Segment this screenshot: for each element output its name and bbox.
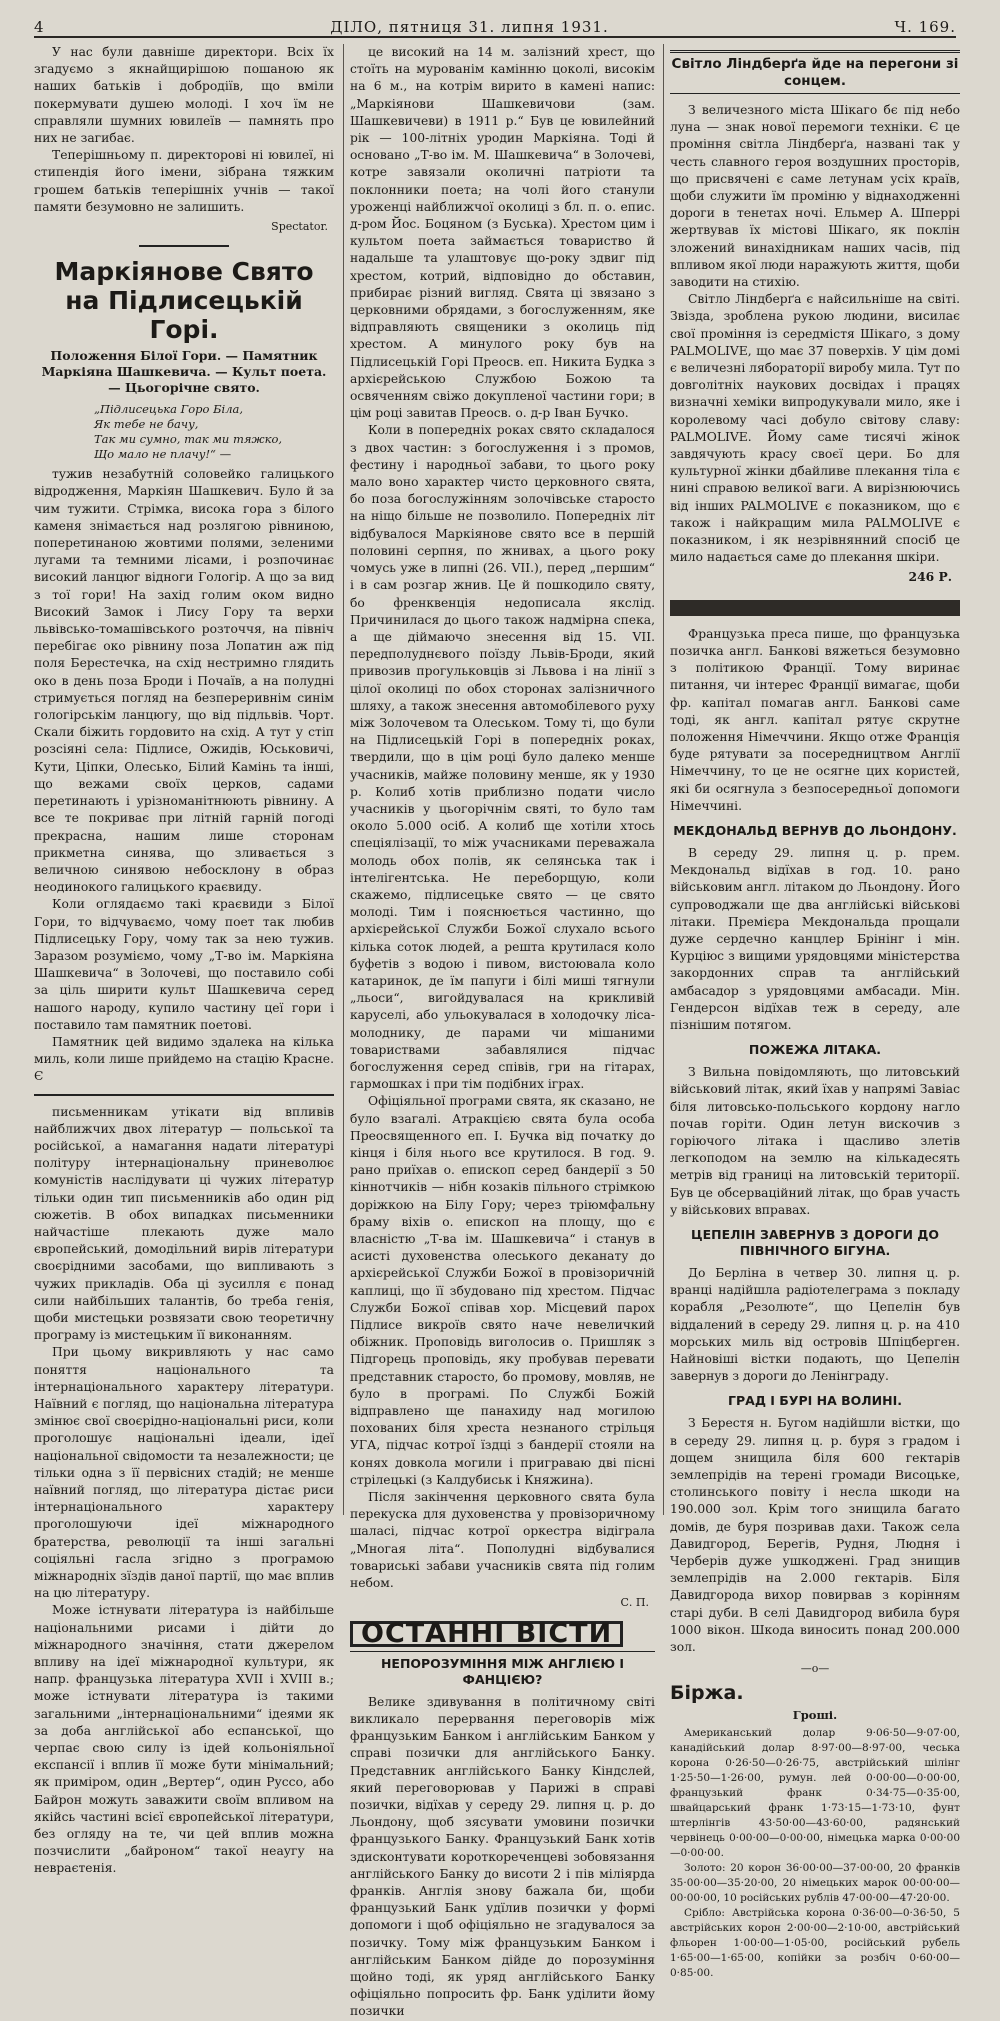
exchange-money: Американський долар 9·06·50—9·07·00, канадійський долар 8·97·00—8·97·00, чеська корона 0·26·50—0·26·75, австрійський шілінг 1·25·50—1·26·00, румун. лей 0·00·00—0·00·00, французький франк 0·34·75—0·35·00, швайцарський франк 1·73·15—1·73·10, фунт штерлінгів 43·50·00—43·60·00, радянський червінець 0·00·00—0·00·00, німецька марка 0·00·00—0·00·00. xyxy=(670,1726,960,1859)
news-paragraph: До Берліна в четвер 30. липня ц. р. вранці надійшла радіотелеграма з покладу корабля „Резолюте“, що Цепелін був віддалений в середу 29. липня ц. р. на 410 морських миль від островів Шпіцберген. Найновіші вістки подають, що Цепелін завернув з дороги до Ленінграду. xyxy=(670,1265,960,1384)
feature-paragraph: Памятник цей видимо здалека на кілька миль, коли лише прийдемо на стацію Красне. Є xyxy=(34,1034,334,1084)
black-rule xyxy=(670,600,960,616)
column-middle xyxy=(350,44,655,2019)
news-title: ГРАД І БУРІ НА ВОЛИНІ. xyxy=(728,1393,902,1409)
news-paragraph: Французька преса пише, що французька позичка англ. Банкові вяжеться безумовно з політикою Франції. Тому виринає питання, чи інтерес Франції вимагає, щоби фр. капітал помагав англ. Банкові саме тоді, як англ. капітал рятує скрутне положення Німеччини. Якщо отже Франція буде рятувати за посередництвом Англії Німеччину, то це не осягне цих користей, які би осягнула з безпосередньої допомоги Німеччині. xyxy=(670,626,960,813)
page-number: 4 xyxy=(34,18,45,36)
ad-paragraph: З величезного міста Шікаго бє під небо луна — знак нової перемоги техніки. Є це проміння світла Ліндберґа, названі так у честь славного героя воздушних просторів, що присвячені є саме летунам усіх країв, щоби служити їм проміню у віднаходженні дороги в тенетах ночі. Ельмер А. Шперрі жертвував їх містові Шікаго, як поклін зложений винахідникам наших часів, під впливом якої люди наражують життя, щоби заводити на стихію. xyxy=(670,103,960,290)
separator: —о— xyxy=(800,1662,830,1676)
column-divider xyxy=(663,44,664,1515)
news-paragraph: З Берестя н. Бугом надійшли вістки, що в середу 29. липня ц. р. буря з градом і дощем знищила біля 600 гектарів землепрідів на терені громади Висоцьке, столинського повіту і несла шкоди на 190.000 зол. Крім того знищила багато домів, де буря позривав дахи. Також села Давидгород, Берегів, Рудня, Людня і Черберів дуже ушкоджені. Град знищив землепрідів на 2.000 гектарів. Біля Давидгорода вихор повирвав з корінням старі дуби. В селі Давидгород вибила буря 1000 вікон. Шкода виносить понад 200.000 зол. xyxy=(670,1416,960,1655)
news-title: ЦЕПЕЛІН ЗАВЕРНУВ З ДОРОГИ ДО ПІВНІЧНОГО БІГУНА. xyxy=(690,1226,940,1258)
feature-deck: Положення Білої Гори. — Памятник Маркіяна Шашкевича. — Культ поета. — Цьогорічне свято. xyxy=(41,348,327,396)
issue-number: Ч. 169. xyxy=(894,18,956,36)
page-header xyxy=(34,10,956,38)
feature-paragraph: це високий на 14 м. залізний хрест, що стоїть на мурованім камінню цоколі, високім на 6 м., на котрім вирито в камені напис: „Маркіянови Шашкевичови (зам. Шашкевичеви) в 1911 р.“ Був це ювилейний рік — 100-літніх уродин Маркіяна. Тоді й основано „Т-во ім. М. Шашкевича“ в Золочеві, котре завязали околичні патріоти та поклонники поета; на чолі його станули уроженці найближчої околиці з бл. п. о. епис. д-ром Йос. Боцяном (з Буська). Хрестом цим і культом поета займається товариство й надальше та улаштовує що-року здвиг під хрестом, котрий, відповідно до обставин, прибирає різний вигляд. Свята ці звязано з церковними обрядами, з богослуженням, яке відправляють священики з околиць під хрестом. А минулого року був на Підлисецькій Горі Преосв. еп. Никита Будка з архієрейською Службою Божою та освяченням свіжо докупленої частини гори; в цім році завитав Преосв. о. д-р Іван Бучко. xyxy=(350,45,655,421)
signature: Spectator. xyxy=(271,220,328,234)
column-divider xyxy=(343,44,344,1515)
signature: С. П. xyxy=(620,1596,649,1610)
feature-title: Маркіянове Свято на Підлисецькій Горі. xyxy=(54,257,314,345)
exchange-title: Біржа. xyxy=(670,1682,744,1705)
news-title: НЕПОРОЗУМІННЯ МІЖ АНГЛІЄЮ І ФАНЦІЄЮ? xyxy=(350,1651,655,1688)
poem-line: Як тебе не бачу, xyxy=(94,417,199,432)
masthead: ДІЛО, пятниця 31. липня 1931. xyxy=(330,18,609,36)
intro-paragraph: Теперішньому п. директорові ні ювилеї, ні стипендія його імени, зібрана тяжким грошем батьків теперішніх учнів — такої памяти безумовно не залишить. xyxy=(34,148,334,214)
divider xyxy=(139,245,229,247)
poem-line: Що мало не плачу!“ — xyxy=(94,447,232,462)
news-paragraph: В середу 29. липня ц. р. прем. Мекдональд відїхав в год. 10. рано військовим англ. літаком до Льондону. Його супроводжали ще два англійські військові літаки. Премієра Мекдональда прощали дуже сердечно канцлер Брінінг і мін. Курціюс з вищими урядовцями міністерства закордонних справ та англійський амбасадор з урядовцями амбасади. Мін. Гендерсон відїхав теж в середу, але пізнішим потягом. xyxy=(670,845,960,1032)
feature-paragraph: Коли оглядаємо такі краєвиди з Білої Гори, то відчуваємо, чому поет так любив Підлисецьку Гору, чому так за нею тужив. Заразом розуміємо, чому „Т-во ім. Маркіяна Шашкевича“ в Золочеві, що поставило собі за ціль ширити культ Шашкевича серед нашого народу, купило частину цеї гори і поставило там памятник поетові. xyxy=(34,897,334,1032)
divider xyxy=(34,1094,334,1096)
feature-paragraph: тужив незабутній соловейко галицького відродження, Маркіян Шашкевич. Було й за чим тужити. Стрімка, висока гора з білого каменя знімається над розлягою рівниною, поперетинаною жовтими полями, зеленими лугами та темними лісами, і розпочинає високий ланцюг відноги Гологір. А що за вид з тої гори! На захід голим оком видно Високий Замок і Лису Гору та верхи львівсько-томашівського розточчя, на північ перебігає око рівнину поза Лопатин аж під поля Берестечка, на схід нестримно глядить око в день поза Броди і Почаїв, а на полудні стримується погляд на безпереривнім синім гологірськім ланцюгу, що від підльвів. Чорт. Скали біжить гордовито на схід. А тут у стіп розсіяні села: Підлисе, Ожидів, Юськовичі, Кути, Ціпки, Олесько, Білий Камінь та інші, що вежами своїх церков, садами перетинають і урізноманітнюють рівнину. А все те покриває при літній гарній погоді прекрасна, нашим лише сторонам прикметна синява, що зливається з величною синявою небосклону в образ неодинокого галицького краєвиду. xyxy=(34,467,334,895)
exchange-rates xyxy=(670,1726,960,1981)
poem-line: „Підлисецька Горо Біла, xyxy=(94,402,244,417)
column-left xyxy=(34,44,334,1876)
news-title: ПОЖЕЖА ЛІТАКА. xyxy=(748,1042,882,1058)
news-paragraph: Велике здивування в політичному світі викликало перервання переговорів між французьким Банком і англійським Банком у справі позички для англійського Банку. Представник англійського Банку Кіндслей, який переговорював у Парижі в справі позички, відїхав у середу 29. липня ц. р. до Льондону, щоб зясувати умовини позички французького Банку. Французький Банк хотів здисконтувати короткореченцеві зобовязання англійського Банку до висоти 2 і пів міліярда франків. Англія знову бажала би, щоби французький Банк удїлив позички у формі допомоги і щоб офіціяльно не згадувалося за позичку. Тому між французьким Банком і англійським Банком дійде до порозуміння щойно тоді, як уряд англійського Банку офіціяльно попросить фр. Банк уділити йому позички xyxy=(350,1694,655,2019)
feature-paragraph: Після закінчення церковного свята була перекуска для духовенства у провізоричному шаласі, підчас котрої оркестра відіграла „Многая літа“. Пополудні відбувалися товариські забави учасників свята під голим небом. xyxy=(350,1490,655,1591)
ad-title: Світло Ліндберґа йде на перегони зі сонцем. xyxy=(670,50,960,94)
news-title: МЕКДОНАЛЬД ВЕРНУВ ДО ЛЬОНДОНУ. xyxy=(673,822,957,838)
ad-code: 246 Р. xyxy=(908,569,952,585)
exchange-money-title: Гроші. xyxy=(792,1707,838,1722)
poem-line: Так ми сумно, так ми тяжко, xyxy=(94,432,283,447)
intro-paragraph: У нас були давніше директори. Всіх їх згадуємо з якнайщирішою пошаною як наших батьків і добродіїв, що вміли покермувати душею молоді. І хоч їм не справляли шумних ювилеїв — памнять про них не загибає. xyxy=(34,45,334,146)
feature-paragraph: Офіціяльної програми свята, як сказано, не було взагалі. Атракцією свята була особа Преосвященного еп. І. Бучка від початку до кінця і біля нього все крутилося. В год. 9. рано приїхав о. епископ серед бандерії з 50 кіннотчиків — нібн козаків пільного стрімкою доріжкою на Білу Гору; через тріюмфальну браму віхів о. епископ на площу, що є власністю „Т-ва ім. Шашкевича“ і станув в асисті духовенства олеського деканату до архієрейської Служби Божої в провізоричній каплиці, що її збудовано під хрестом. Підчас Служби Божої співав хор. Місцевий парох Підлисе викроїв свято наче невеличкий обіжник. Проповідь виголосив о. Пришляк з Підгорець проповідь, яку пробував перевати представник старосто, бо промову, мовляв, не було в програмі. По Службі Божій відправлено ще панахиду над могилою похованих біля хреста незнаного стрільця УГА, підчас котрої їздці з бандерії стояли на конях довкола могили і приграваю дві пісні стрілецькі (з Калдубиськ і Княжина). xyxy=(350,1094,655,1487)
poem xyxy=(94,402,334,462)
continuation-paragraph: Може істнувати література із найбільше національними рисами і дійти до міжнародного значіння, стати джерелом впливу на ідеї міжнародної культури, як напр. французька література XVII і XVIII в.; може істнувати література із такими загальними „інтернаціональними“ ідеями як за доба англійської або еспанської, що черпає свою силу із ідей кольоніяльної експансії і вплив її може бути мінімальний; як приміром, один „Вертер“, один Руссо, або Байрон можуть заважити своїм впливом на якійсь частині всієї європейської літератури, без огляду на те, чи цей вплив можна позчислити „байроном“ такої неаугу на невраєтенія. xyxy=(34,1603,334,1876)
ad-paragraph: Світло Ліндберґа є найсильніше на світі. Звізда, зроблена рукою людини, висилає свої проміння із середмістя Шікаго, з дому PALMOLIVE, що має 37 поверхів. У цім домі є величезні лябораторії виробу мила. Тут по довголітніх наукових досвідах і працях визначні хеміки випродукували мило, яке і королевому часі добуло світову славу: PALMOLIVE. Йому саме тисячі жінок завдячують красу своєї цери. Бо для культурної жінки дбайливе плекання тіла є нині справою великої ваги. А вирізнюючись від інших PALMOLIVE є показником, що є також і найкращим мила PALMOLIVE є показником, і як незрівнянний спосіб це мило надається саме до плекання шкіри. xyxy=(670,292,960,565)
feature-paragraph: Коли в попередніх роках свято складалося з двох частин: з богослуження і з промов, фестину і народньої забави, то цього року мало воно характер чисто церковного свята, бо поза богослужінням золочівське старосто на ніщо більше не позволило. Попередніх літ відбувалося Маркіянове свято все в першій половині серпня, по жнивах, а цього року чомусь уже в липні (26. VII.), перед „першим“ і в сам розгар жнив. Це й пошкодило святу, бо френквенція недописала якслід. Причинилася до цього також надмірна спека, а ще діймаючо знесення від 15. VII. передполуднєвого поїзду Львів-Броди, який привозив прогульковців зі Львова і на лінії з цілої околиці по обох сторонах залізничного шляху, а також знесення автомобілевого руху між Золочевом та Олеськом. Тому ті, що були на Підлисецькій Горі в попередніх роках, твердили, що в цім році було далеко менше учасників, майже половину менше, як у 1930 р. Колиб хотів приблизно подати число учасників у цьогорічнім святі, то було там около 5.000 осіб. А колиб ще хотіли хтось спеціялізації, то між учасниками переважала молодь обох полів, як селянська так і інтелігентська. Не переборщую, коли скажемо, підлисецьке свято — це свято молоді. Тим і пояснюється частинно, що архієрейської Служби Божої слухало всього кілька соток людей, а решта крутилася коло буфетів з водою і пивом, вистоювала коло катаринок, де їм папуги і білі миші тягнули „льоси“, вигойдувалася на крикливій каруселі, або ульокувалася в холодочку ліса-молоднику, де парами чи мішаними товариствами забавлялися підчас богослуження серед співів, гри на гітарах, гармошках і при тім подібних іграх. xyxy=(350,423,655,1092)
exchange-silver: Срібло: Австрійська корона 0·36·00—0·36·50, 5 австрійських корон 2·00·00—2·10·00, австрійський фльорен 1·00·00—1·05·00, російський рубель 1·65·00—1·65·00, копійки за розбіч 0·60·00—0·85·00. xyxy=(670,1906,960,1979)
continuation-paragraph: При цьому викривляють у нас само поняття національного та інтернаціонального характеру літератури. Наївний є погляд, що національна література змінює свої своєрідно-національні риси, коли проголошує національні ідеали, ідеї національної свідомости та незалежности; це тільки одна з її первісних стадій; не менше наївний погляд, що література дістає риси інтернаціонального характеру проголошуючи ідеї міжнародного братерства, революції та інші загальні соціяльні гасла згідно з програмою міжнародніх зїздів даної партії, що має вплив на цю літературу. xyxy=(34,1345,334,1601)
latest-news-title: ОСТАННІ ВІСТИ xyxy=(350,1621,623,1646)
column-right xyxy=(670,44,960,1979)
continuation-paragraph: письменникам утікати від впливів найближчих двох літератур — польської та російської, а намагання надати літературі політуру інтернаціональну приневолює комуністів наслідувати ці чужих літератур тільки один тип письменників або один рід сюжетів. В обох випадках письменники найчастіше плекають дуже мало європейський, домодільний вирів літератури своєрідними засобами, що випливають з чужих прикладів. Оба ці зусилля є понад сили найбільших талантів, бо треба генія, щоби мистецьки розвязати свою теоретичну програму із мистецьким її виконанням. xyxy=(34,1104,334,1343)
news-paragraph: З Вильна повідомляють, що литовський військовий літак, який їхав у напрямі Завіас біля литовсько-польського кордону нагло почав горіти. Один летун вискочив з горіючого літака і щасливо злетів легкоподом на землю на кількадесять метрів від границі на литовській території. Був це обсерваційний літак, що брав участь у військових вправах. xyxy=(670,1065,960,1217)
exchange-gold: Золото: 20 корон 36·00·00—37·00·00, 20 франків 35·00·00—35·20·00, 20 німецьких марок 00·00·00—00·00·00, 10 російських рублів 47·00·00—47·20·00. xyxy=(670,1861,960,1904)
